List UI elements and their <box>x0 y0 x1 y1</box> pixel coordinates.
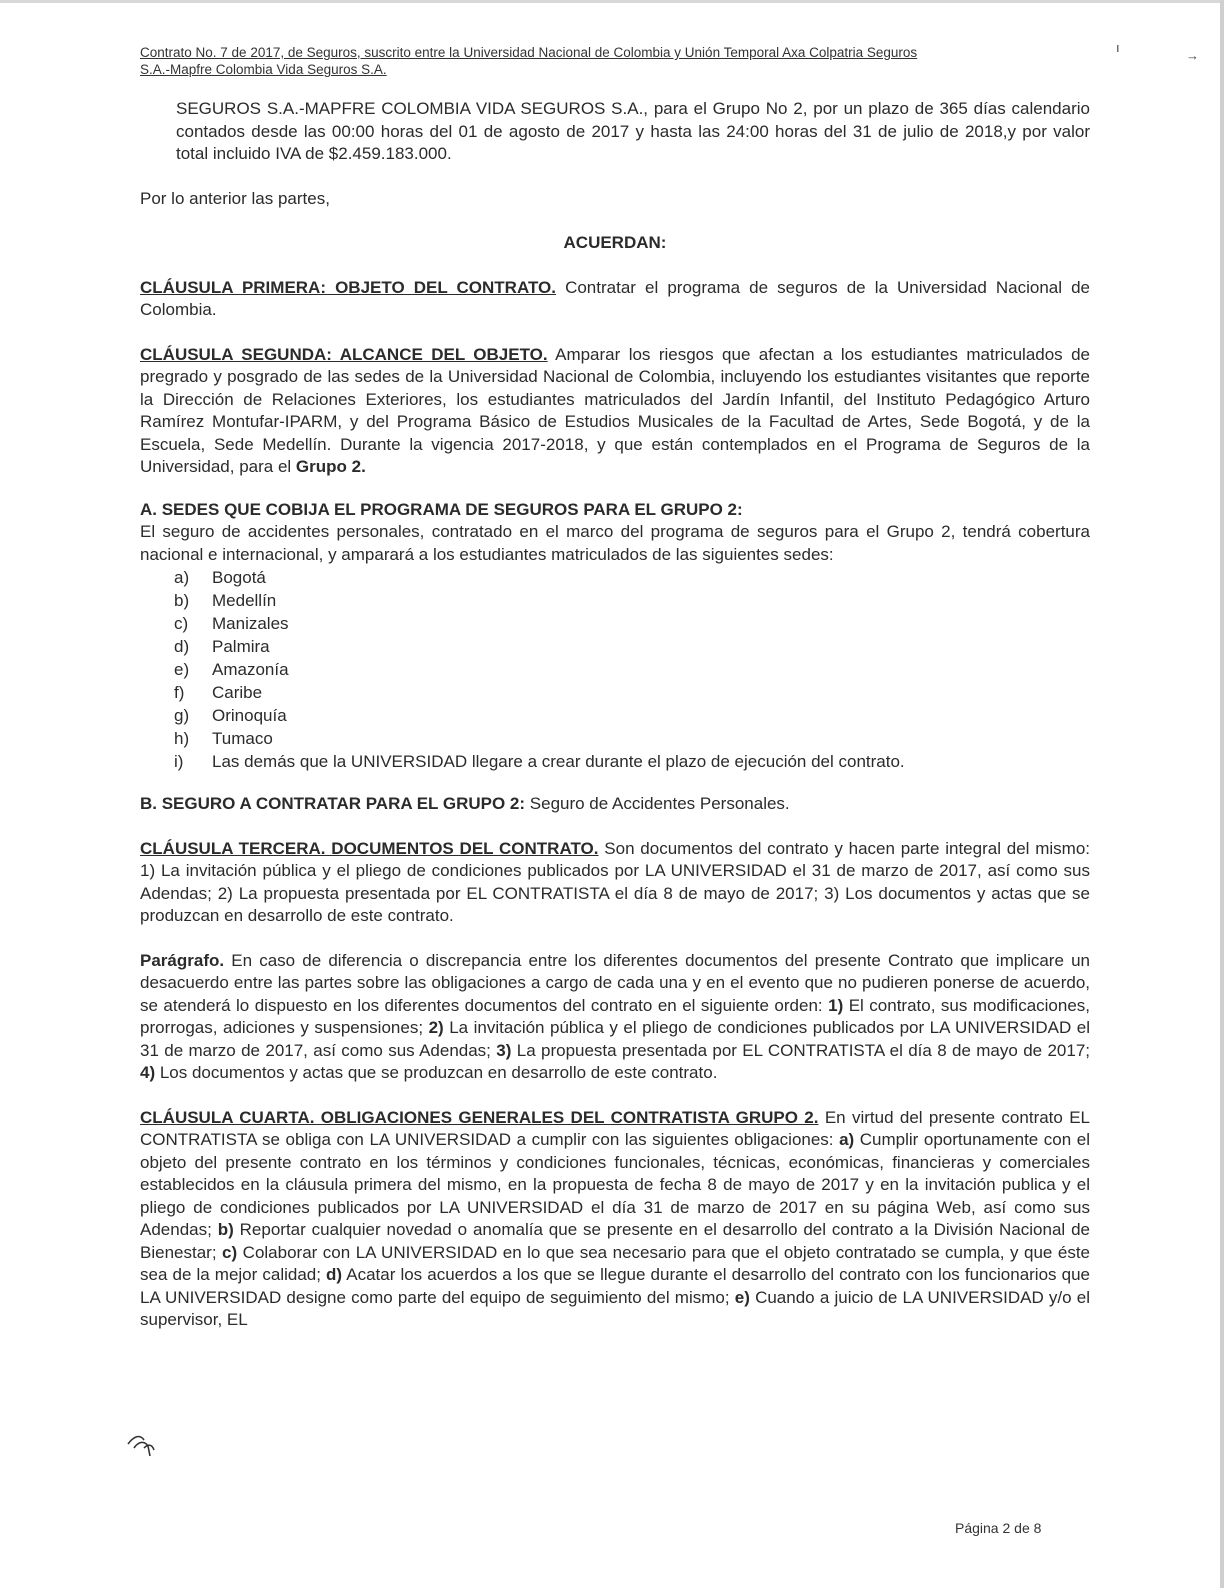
contract-header <box>140 44 1090 78</box>
clausula-primera-title: CLÁUSULA PRIMERA: OBJETO DEL CONTRATO. <box>140 277 556 297</box>
clausula-primera <box>140 277 1090 322</box>
section-a-title: A. SEDES QUE COBIJA EL PROGRAMA DE SEGUROS PARA EL GRUPO 2: <box>140 499 743 519</box>
scan-edge-top <box>0 0 1224 3</box>
clausula-cuarta: CLÁUSULA CUARTA. OBLIGACIONES GENERALES DEL CONTRATISTA GRUPO 2. En virtud del presente contrato EL CONTRATISTA se obliga con LA UNIVERSIDAD a cumplir con las siguientes obligaciones: a) Cumplir oportunamente con el objeto del presente contrato en los términos y condiciones funcionales, técnicas, económicas, financieras y comerciales establecidos en la cláusula primera del mismo, en la propuesta de fecha 8 de mayo de 2017 y en la invitación publica y el pliego de condiciones publicados por LA UNIVERSIDAD el día 31 de marzo de 2017 en su página Web, así como sus Adendas; b) Reportar cualquier novedad o anomalía que se presente en el desarrollo del contrato a la División Nacional de Bienestar; c) Colaborar con LA UNIVERSIDAD en lo que sea necesario para que el objeto contratado se cumpla, y que éste sea de la mejor calidad; d) Acatar los acuerdos a los que se llegue durante el desarrollo del contrato con los funcionarios que LA UNIVERSIDAD designe como parte del equipo de seguimiento del mismo; e) Cuando a juicio de LA UNIVERSIDAD y/o el supervisor, EL <box>140 1107 1091 1329</box>
section-b-text: Seguro de Accidentes Personales. <box>525 794 790 813</box>
clausula-cuarta-title: CLÁUSULA CUARTA. OBLIGACIONES GENERALES DEL CONTRATISTA GRUPO 2. <box>140 1107 819 1127</box>
clausula-segunda-title: CLÁUSULA SEGUNDA: ALCANCE DEL OBJETO. <box>140 344 548 364</box>
list-item: f) Caribe <box>174 683 263 702</box>
partes-line: Por lo anterior las partes, <box>140 188 330 208</box>
list-item: h) Tumaco <box>174 729 273 748</box>
list-item: a) Bogotá <box>174 568 266 587</box>
document-body <box>140 98 1090 1332</box>
section-b-title: B. SEGURO A CONTRATAR PARA EL GRUPO 2: <box>140 794 526 813</box>
section-b <box>140 793 1090 816</box>
section-a-text: El seguro de accidentes personales, contratado en el marco del programa de seguros para el Grupo 2, tendrá cobertura nacional e internacional, y amparará a los estudiantes matriculados de las siguientes sedes: <box>140 522 1090 564</box>
list-item: i) Las demás que la UNIVERSIDAD llegare a crear durante el plazo de ejecución del contrato. <box>174 752 905 771</box>
list-item: g) Orinoquía <box>174 706 287 725</box>
header-line-1: Contrato No. 7 de 2017, de Seguros, suscrito entre la Universidad Nacional de Colombia y Unión Temporal Axa Colpatria Seguros <box>140 45 918 60</box>
scan-edge-right <box>1220 0 1224 1588</box>
clausula-segunda <box>140 344 1090 479</box>
list-item: d) Palmira <box>174 637 270 656</box>
margin-mark: ı <box>1116 40 1120 55</box>
clausula-segunda-grupo: Grupo 2 <box>295 457 362 476</box>
clausula-primera-text: Contratar el programa de seguros de la Universidad Nacional de Colombia. <box>140 277 1090 319</box>
intro-paragraph: SEGUROS S.A.-MAPFRE COLOMBIA VIDA SEGUROS S.A., para el Grupo No 2, por un plazo de 365 días calendario contados desde las 00:00 horas del 01 de agosto de 2017 y hasta las 24:00 horas del 31 de julio de 2018,y por valor total incluido IVA de $2.459.183.000. <box>176 99 1090 163</box>
list-item: c) Manizales <box>174 614 289 633</box>
clausula-tercera <box>140 838 1090 928</box>
clausula-tercera-text: Son documentos del contrato y hacen parte integral del mismo: 1) La invitación pública y el pliego de condiciones publicados por LA UNIVERSIDAD el 31 de marzo de 2017, así como sus Adendas; 2) La propuesta presentada por EL CONTRATISTA el día 8 de mayo de 2017; 3) Los documentos y actas que se produzcan en desarrollo de este contrato. <box>140 838 1090 925</box>
clausula-segunda-text: Amparar los riesgos que afectan a los estudiantes matriculados de pregrado y posgrado de las sedes de la Universidad Nacional de Colombia, incluyendo los estudiantes visitantes que reporte la Dirección de Relaciones Exteriores, los estudiantes matriculados del Jardín Infantil, del Instituto Pedagógico Arturo Ramírez Montufar-IPARM, y del Programa Básico de Estudios Musicales de la Facultad de Artes, Sede Bogotá, y de la Escuela, Sede Medellín. Durante la vigencia 2017-2018, y que están contemplados en el Programa de Seguros de la Universidad, para el <box>140 344 1090 476</box>
list-item: e) Amazonía <box>174 660 289 679</box>
sedes-list <box>140 566 1090 773</box>
paragrafo: Parágrafo. En caso de diferencia o discrepancia entre los diferentes documentos del presente Contrato que implicare un desacuerdo entre las partes sobre las obligaciones a cargo de cada una y en el evento que no pudieren ponerse de acuerdo, se atenderá lo dispuesto en los diferentes documentos del contrato en el siguiente orden: 1) El contrato, sus modificaciones, prorrogas, adiciones y suspensiones; 2) La invitación pública y el pliego de condiciones publicados por LA UNIVERSIDAD el 31 de marzo de 2017, así como sus Adendas; 3) La propuesta presentada por EL CONTRATISTA el día 8 de mayo de 2017; 4) Los documentos y actas que se produzcan en desarrollo de este contrato. <box>140 950 1091 1082</box>
list-item: b) Medellín <box>174 591 277 610</box>
header-line-2: S.A.-Mapfre Colombia Vida Seguros S.A. <box>140 62 387 77</box>
handwritten-initial-mark <box>126 1426 166 1460</box>
acuerdan-heading: ACUERDAN: <box>563 233 667 252</box>
margin-arrow-icon: → <box>1186 48 1199 63</box>
clausula-tercera-title: CLÁUSULA TERCERA. DOCUMENTOS DEL CONTRATO. <box>140 838 599 858</box>
clausula-segunda-end: . <box>361 457 366 476</box>
paragrafo-title: Parágrafo. <box>140 950 225 970</box>
page-number: Página 2 de 8 <box>955 1520 1042 1536</box>
